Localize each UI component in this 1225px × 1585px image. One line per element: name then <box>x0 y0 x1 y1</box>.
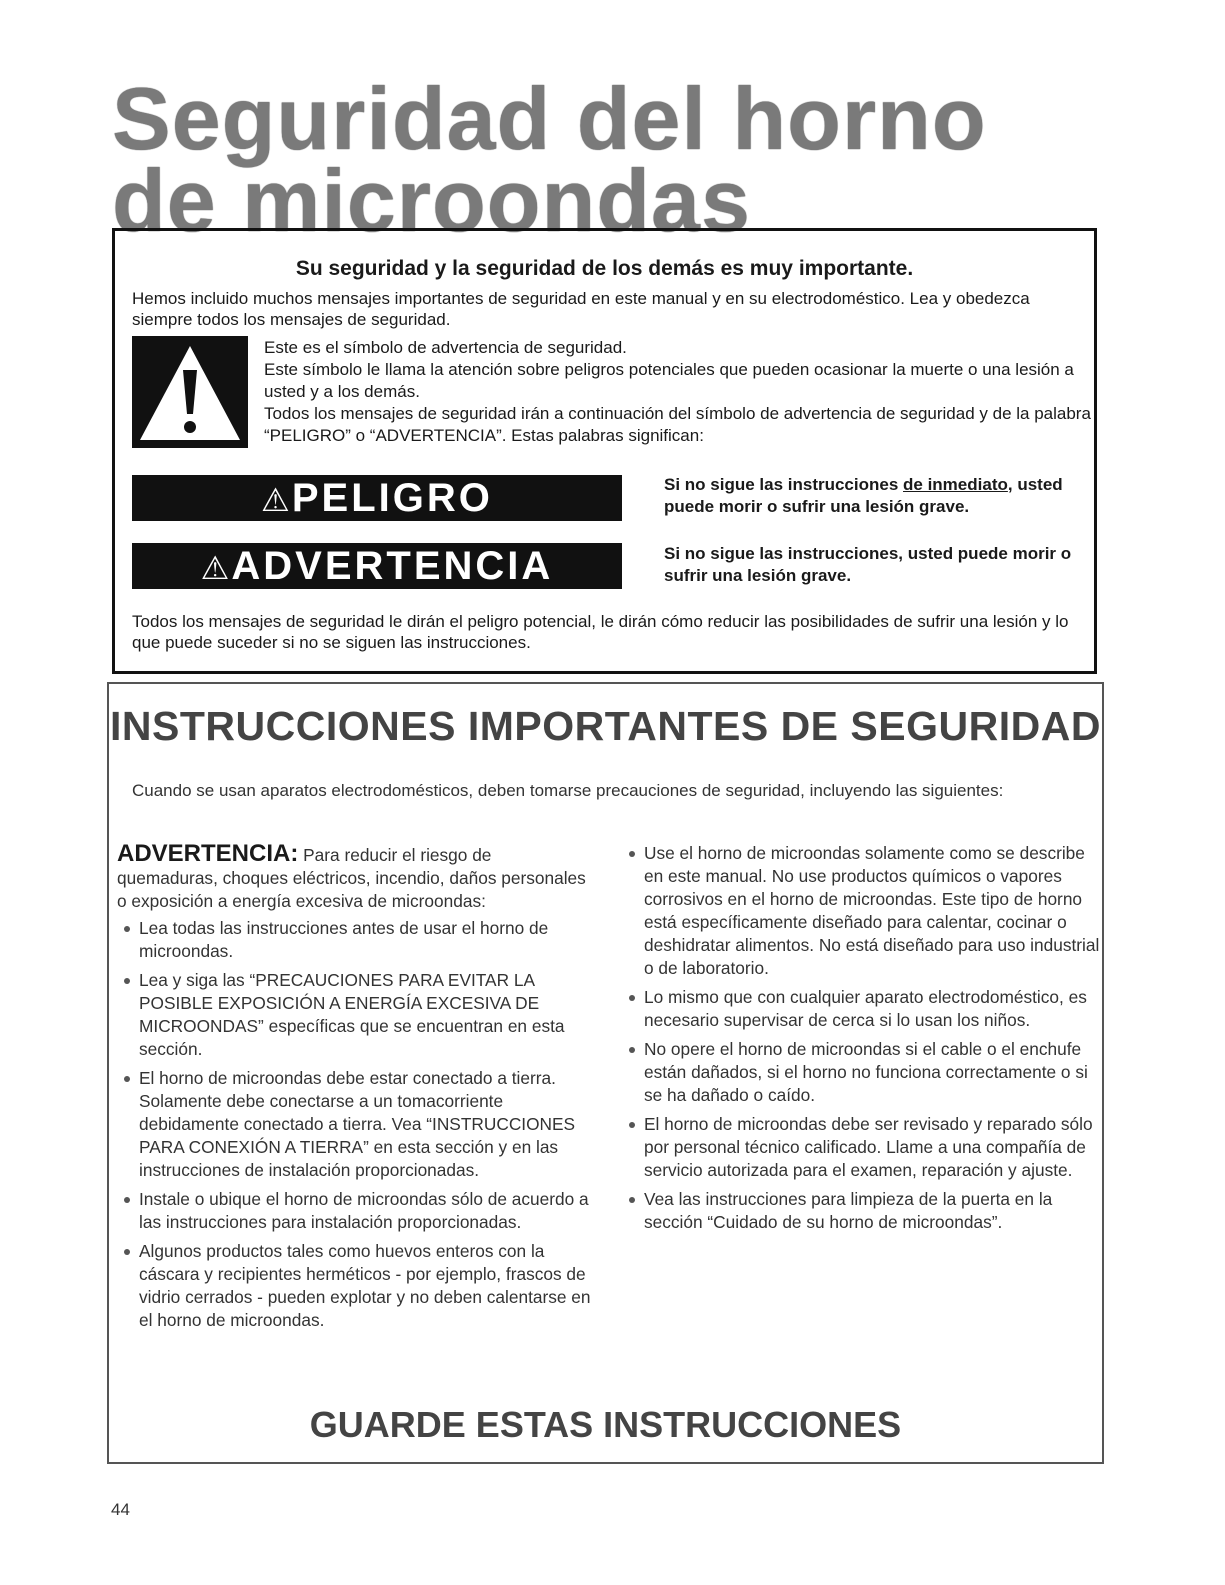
warning-lead <box>117 842 597 913</box>
underlined-text: de inmediato <box>903 475 1008 494</box>
safety-outro-text: Todos los mensajes de seguridad le dirán el peligro potencial, le dirán cómo reducir las posibilidades de sufrir una lesión y lo que puede suceder si no se siguen las instrucciones. <box>132 612 1069 652</box>
save-instructions-title: GUARDE ESTAS INSTRUCCIONES <box>309 1404 902 1445</box>
instructions-intro: Cuando se usan aparatos electrodomésticos, deben tomarse precauciones de seguridad, incluyendo las siguientes: <box>132 781 1004 800</box>
instructions-left-column <box>117 842 597 1338</box>
safety-heading: Su seguridad y la seguridad de los demás es muy importante. <box>295 257 914 280</box>
list-item: Algunos productos tales como huevos enteros con la cáscara y recipientes herméticos - por ejemplo, frascos de vidrio cerrados - pueden explotar y no deben calentarse en el horno de microondas. <box>117 1240 597 1332</box>
instructions-right-column <box>622 842 1100 1240</box>
danger-description: Si no sigue las instrucciones de inmediato, usted puede morir o sufrir una lesión grave. <box>664 475 1063 516</box>
warning-signal-bar <box>132 543 622 589</box>
important-instructions-box <box>107 682 1104 1464</box>
warning-description: Si no sigue las instrucciones, usted puede morir o sufrir una lesión grave. <box>664 544 1072 585</box>
safety-alert-triangle-icon <box>132 336 248 453</box>
list-item: Instale o ubique el horno de microondas sólo de acuerdo a las instrucciones para instalación proporcionadas. <box>117 1188 597 1234</box>
list-item: Vea las instrucciones para limpieza de la puerta en la sección “Cuidado de su horno de microondas”. <box>622 1188 1100 1234</box>
warning-lead-text: Para reducir el riesgo de quemaduras, choques eléctricos, incendio, daños personales o exposición a energía excesiva de microondas: <box>117 845 586 911</box>
list-item: No opere el horno de microondas si el cable o el enchufe están dañados, si el horno no funciona correctamente o si se ha dañado o caído. <box>622 1038 1100 1107</box>
page-number: 44 <box>111 1500 130 1519</box>
left-bullet-list <box>117 917 597 1332</box>
symbol-line: Este es el símbolo de advertencia de seguridad. <box>264 338 627 357</box>
safety-alert-triangle-icon: ⚠ <box>261 482 290 518</box>
page-title: Seguridad del horno de microondas <box>112 69 987 250</box>
list-item: El horno de microondas debe estar conectado a tierra. Solamente debe conectarse a un tomacorriente debidamente conectado a tierra. Vea “INSTRUCCIONES PARA CONEXIÓN A TIERRA” en esta sección y en las instrucciones de instalación proporcionadas. <box>117 1067 597 1182</box>
right-bullet-list <box>622 842 1100 1234</box>
instructions-title: INSTRUCCIONES IMPORTANTES DE SEGURIDAD <box>110 703 1101 749</box>
list-item: El horno de microondas debe ser revisado y reparado sólo por personal técnico calificado. Llame a una compañía de servicio autorizada para el examen, reparación y ajuste. <box>622 1113 1100 1182</box>
danger-label: PELIGRO <box>291 476 493 520</box>
safety-symbol-row <box>115 311 1100 461</box>
symbol-line: Este símbolo le llama la atención sobre peligros potenciales que pueden ocasionar la muerte o una lesión a usted y a los demás. <box>264 360 1074 401</box>
safety-alert-triangle-icon: ⚠ <box>200 550 230 586</box>
safety-symbol-text <box>264 337 1094 447</box>
safety-intro-box <box>112 228 1097 674</box>
list-item: Use el horno de microondas solamente como se describe en este manual. No use productos químicos o vapores corrosivos en el horno de microondas. Este tipo de horno está específicamente diseñado para calentar, cocinar o deshidratar alimentos. No está diseñado para uso industrial o de laboratorio. <box>622 842 1100 980</box>
warning-label: ADVERTENCIA <box>231 544 554 588</box>
symbol-line: Todos los mensajes de seguridad irán a continuación del símbolo de advertencia de seguridad y de la palabra “PELIGRO” o “ADVERTENCIA”. Estas palabras significan: <box>264 404 1091 445</box>
list-item: Lea todas las instrucciones antes de usar el horno de microondas. <box>117 917 597 963</box>
safety-intro-text: Hemos incluido muchos mensajes importantes de seguridad en este manual y en su electrodoméstico. Lea y obedezca siempre todos los mensajes de seguridad. <box>132 289 1030 329</box>
warning-lead-label: ADVERTENCIA: <box>117 840 299 867</box>
list-item: Lea y siga las “PRECAUCIONES PARA EVITAR LA POSIBLE EXPOSICIÓN A ENERGÍA EXCESIVA DE MICROONDAS” específicas que se encuentran en esta sección. <box>117 969 597 1061</box>
list-item: Lo mismo que con cualquier aparato electrodoméstico, es necesario supervisar de cerca si lo usan los niños. <box>622 986 1100 1032</box>
danger-signal-bar <box>132 475 622 521</box>
